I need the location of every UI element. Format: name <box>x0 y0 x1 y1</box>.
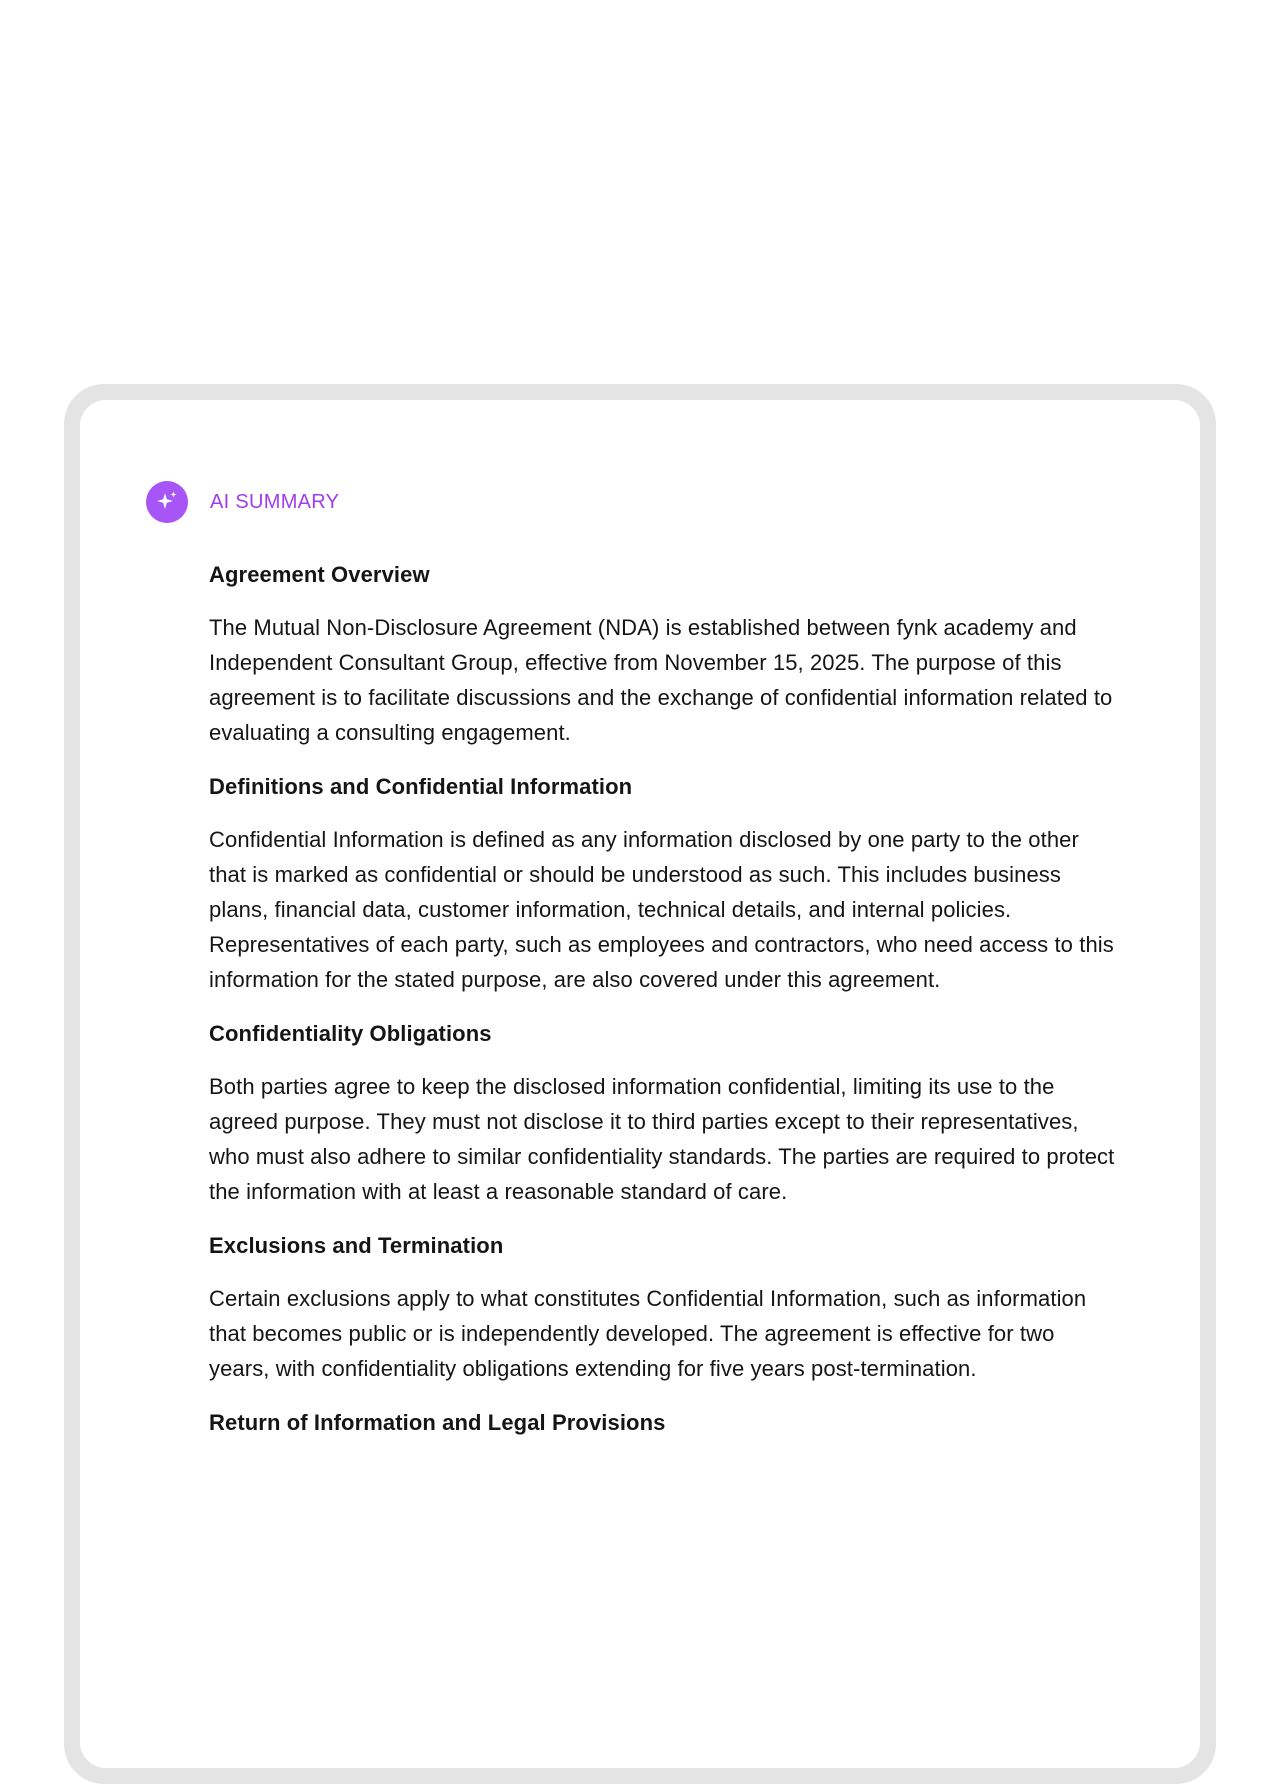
summary-card-frame <box>64 384 1216 1784</box>
ai-summary-label: AI SUMMARY <box>210 490 340 513</box>
section-heading: Exclusions and Termination <box>209 1233 504 1258</box>
summary-card <box>80 400 1200 1768</box>
summary-header <box>146 481 339 523</box>
section-body: The Mutual Non-Disclosure Agreement (NDA) is established between fynk academy and Independent Consultant Group, effective from November 15, 2025. The purpose of this agreement is to facilitate discussions and the exchange of confidential information related to evaluating a consulting engagement. <box>209 615 1113 745</box>
section-body: Confidential Information is defined as any information disclosed by one party to the other that is marked as confidential or should be understood as such. This includes business plans, financial data, customer information, technical details, and internal policies. Representatives of each party, such as employees and contractors, who need access to this information for the stated purpose, are also covered under this agreement. <box>209 827 1114 992</box>
section-heading: Confidentiality Obligations <box>209 1021 492 1046</box>
section-body: Both parties agree to keep the disclosed information confidential, limiting its use to the agreed purpose. They must not disclose it to third parties except to their representatives, who must also adhere to similar confidentiality standards. The parties are required to protect the information with at least a reasonable standard of care. <box>209 1074 1115 1204</box>
section-body: Certain exclusions apply to what constitutes Confidential Information, such as information that becomes public or is independently developed. The agreement is effective for two years, with confidentiality obligations extending for five years post-termination. <box>209 1286 1087 1381</box>
section-heading: Definitions and Confidential Information <box>209 774 633 799</box>
sparkle-icon <box>146 481 188 523</box>
section-heading: Agreement Overview <box>209 562 430 587</box>
section-heading: Return of Information and Legal Provisions <box>209 1410 666 1435</box>
summary-content <box>209 560 1119 1438</box>
